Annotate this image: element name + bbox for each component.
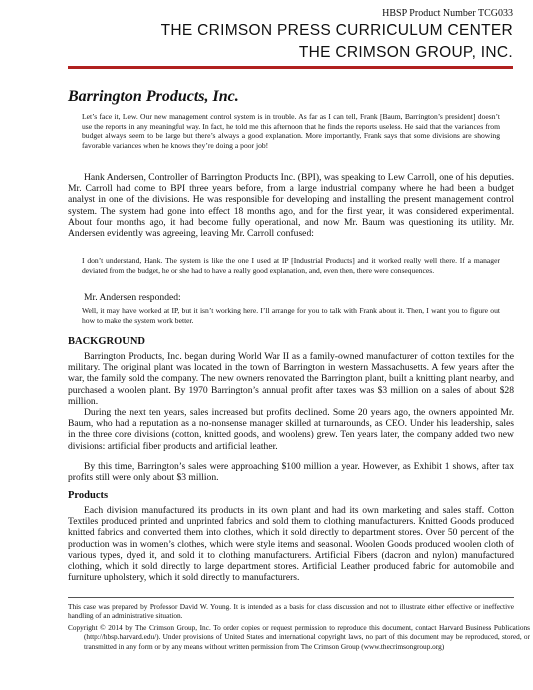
andersen-responded: Mr. Andersen responded: — [84, 292, 181, 303]
background-paragraph-2: During the next ten years, sales increased but profits declined. Some 20 years ago, the owners appointed Mr. Baum, who had a reputation as a no-nonsense manager skilled at turnarounds, as CEO. Under his leadership, sales in the three core divisions (cotton, knitted goods, and woolens) grew. Ten years later, the company added two new divisions: artificial fiber products and artificial leather. — [68, 407, 514, 452]
products-heading: Products — [68, 490, 109, 501]
background-paragraph-1: Barrington Products, Inc. began during World War II as a family-owned manufacturer of cotton textiles for the military. The original plant was located in the town of Barrington in western Massachusetts. A few years after the war, the family sold the company. The new owners renovated the Barrington plant, built a knitting plant nearby, and purchased a woolen plant. By 1970 Barrington’s annual profit after taxes was $3 million on a sales of about $28 million. — [68, 351, 514, 407]
product-number: HBSP Product Number TCG033 — [382, 8, 513, 19]
intro-paragraph: Hank Andersen, Controller of Barrington Products Inc. (BPI), was speaking to Lew Carroll, one of his deputies. Mr. Carroll had come to BPI three years before, from a large industrial company where he had been a budget analyst in one of the divisions. He was responsible for developing and installing the present management control system. The system had gone into effect 18 months ago, and for the first year, it was considered experimental. About four months ago, it had become fully operational, and now Mr. Baum was questioning its utility. Mr. Andersen evidently was agreeing, leaving Mr. Carroll confused: — [68, 172, 514, 240]
publisher-line-1: THE CRIMSON PRESS CURRICULUM CENTER — [160, 22, 513, 39]
background-paragraph-3: By this time, Barrington’s sales were approaching $100 million a year. However, as Exhibit 1 shows, after tax profits still were only about $3 million. — [68, 461, 514, 484]
header-rule — [68, 66, 513, 69]
footnote-rule — [68, 597, 514, 598]
case-title: Barrington Products, Inc. — [68, 88, 239, 105]
intro-quote: Let’s face it, Lew. Our new management control system is in trouble. As far as I can tell, Frank [Baum, Barrington’s president] doesn’t use the reports in any meaningful way. In fact, he told me this afternoon that he finds the reports useless. He said that the variances from budget always seem to be large but there’s always a good explanation. More importantly, Frank says that some divisions are showing favorable variances when he knows they’re doing a poor job! — [82, 112, 500, 150]
copyright-notice: Copyright © 2014 by The Crimson Group, Inc. To order copies or request permission to reproduce this document, contact Harvard Business Publications (http://hbsp.harvard.edu/). Under provisions of United States and international copyright laws, no part of this document may be reproduced, stored, or transmitted in any form or by any means without written permission from The Crimson Group (www.thecrimsongroup.org) — [68, 623, 530, 651]
andersen-quote: Well, it may have worked at IP, but it isn’t working here. I’ll arrange for you to talk with Frank about it. Then, I want you to figure out how to make the system work better. — [82, 306, 500, 325]
carroll-quote: I don’t understand, Hank. The system is like the one I used at IP [Industrial Products] and it worked really well there. If a manager deviated from the budget, he or she had to have a really good explanation, and, even then, there were consequences. — [82, 256, 500, 275]
products-paragraph: Each division manufactured its products in its own plant and had its own marketing and sales staff. Cotton Textiles produced printed and unprinted fabrics and sold them to clothing manufacturers. Knitted Goods produced knitted fabrics and converted them into clothes, which it sold directly to department stores. Over 50 percent of the production was in women’s clothes, which were style items and seasonal. Woolen Goods produced woolen cloth of various types, dyed it, and sold it to clothing manufacturers. Artificial Fibers (dacron and nylon) manufactured clothing, which it sold directly to large department stores. Artificial Leather produced fabric for automobile and furniture upholstery, which it sold directly to manufacturers. — [68, 505, 514, 584]
authorship-note: This case was prepared by Professor David W. Young. It is intended as a basis for class discussion and not to illustrate either effective or ineffective handling of an administrative situation. — [68, 602, 514, 621]
background-heading: BACKGROUND — [68, 336, 146, 347]
publisher-line-2: THE CRIMSON GROUP, INC. — [298, 44, 513, 61]
